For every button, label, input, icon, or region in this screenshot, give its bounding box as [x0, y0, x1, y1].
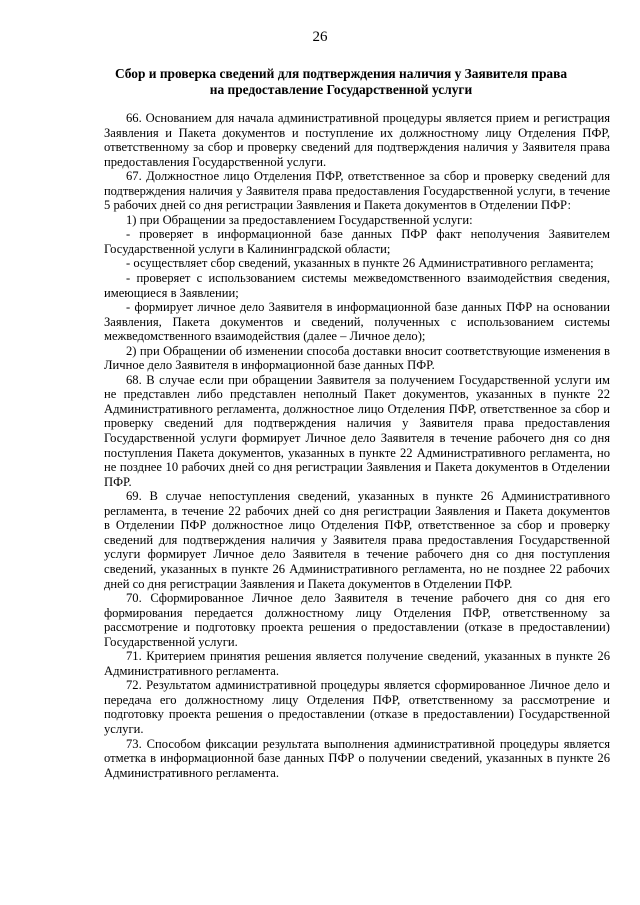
paragraph-line: проверку сведений для подтверждения наличия у Заявителя права предоставления — [104, 416, 610, 431]
page-number: 26 — [312, 29, 328, 45]
paragraph-line: имеющиеся в Заявлении; — [104, 285, 239, 300]
section-heading-line-2: на предоставление Государственной услуги — [209, 81, 473, 97]
paragraph — [104, 300, 610, 344]
paragraph-line: Государственной услуги формирует Личное дело Заявителя в течение рабочего дня со дня — [104, 431, 610, 446]
paragraph-line: 2) при Обращении об изменении способа доставки вносит соответствующие изменения в — [126, 343, 610, 358]
paragraph-line: 70. Сформированное Личное дело Заявителя в течение рабочего дня со дня его — [126, 591, 610, 606]
paragraph-line: 1) при Обращении за предоставлением Государственной услуги: — [126, 212, 473, 227]
paragraph-line: ответственному за сбор и проверку сведений для подтверждения наличия у Заявителя права — [104, 140, 610, 155]
paragraph-line: ПФР. — [104, 474, 132, 489]
paragraph-line: 69. В случае непоступления сведений, указанных в пункте 26 Административного — [126, 489, 610, 504]
paragraph-line: Административного регламента, должностное лицо Отделения ПФР, ответственное за сбор и — [104, 401, 610, 416]
paragraph-line: 73. Способом фиксации результата выполнения административной процедуры является — [126, 736, 610, 751]
paragraph — [104, 271, 610, 300]
paragraph-line: 68. В случае если при обращении Заявителя за получением Государственной услуги им — [126, 372, 610, 387]
paragraph — [104, 344, 610, 373]
paragraph — [104, 373, 610, 489]
paragraph-line: не позднее 10 рабочих дней со дня регистрации Заявления и Пакета документов в Отделении — [104, 460, 610, 475]
paragraph-line: дней со дня регистрации Заявления и Пакета документов в Отделении ПФР. — [104, 576, 513, 591]
paragraph-line: не представлен либо представлен неполный Пакет документов, указанных в пункте 22 — [104, 387, 610, 402]
paragraph — [104, 213, 610, 228]
paragraph-line: рассмотрение и подготовку проекта решения о предоставлении (отказе в предоставлении) — [104, 620, 610, 635]
paragraph-line: Государственной услуги в Калининградской области; — [104, 241, 391, 256]
paragraph — [104, 591, 610, 649]
paragraph-line: 72. Результатом административной процедуры является сформированное Личное дело и — [126, 678, 610, 693]
paragraph-line: услуги формирует Личное дело Заявителя в течение рабочего дня со дня поступления — [104, 547, 610, 562]
paragraph-line: регламента, в течение 22 рабочих дней со дня регистрации Заявления и Пакета документов — [104, 503, 610, 518]
paragraph-line: межведомственного взаимодействия (далее – Личное дело); — [104, 329, 426, 344]
paragraph-line: - осуществляет сбор сведений, указанных в пункте 26 Административного регламента; — [126, 256, 594, 271]
paragraph — [104, 649, 610, 678]
paragraph-line: 5 рабочих дней со дня регистрации Заявления и Пакета документов в Отделении ПФР: — [104, 198, 571, 213]
paragraph-line: предоставления Государственной услуги. — [104, 154, 327, 169]
paragraph-line: Государственной услуги. — [104, 634, 238, 649]
paragraph — [104, 678, 610, 736]
paragraph-line: - формирует личное дело Заявителя в информационной базе данных ПФР на основании — [126, 300, 610, 315]
paragraph — [104, 111, 610, 169]
section-heading-line-1: Сбор и проверка сведений для подтверждения наличия у Заявителя права — [114, 66, 568, 81]
paragraph-line: подготовку проекта решения о предоставлении (отказе в предоставлении) Государственной — [104, 707, 610, 722]
paragraph — [104, 737, 610, 781]
paragraph-line: сведений для подтверждения наличия у Заявителя права предоставления Государственной — [104, 532, 610, 547]
paragraph — [104, 489, 610, 591]
paragraph — [104, 256, 610, 271]
paragraph-line: поступления Пакета документов, указанных в пункте 22 Административного регламента, но — [104, 445, 610, 460]
paragraph-line: услуги. — [104, 721, 144, 736]
paragraph-line: подтверждения наличия у Заявителя права предоставления Государственной услуги, в течение — [104, 183, 610, 198]
body-text — [104, 111, 610, 780]
paragraph-line: Заявления, Пакета документов и сведений, полученных с использованием системы — [104, 314, 610, 329]
paragraph-line: 67. Должностное лицо Отделения ПФР, ответственное за сбор и проверку сведений для — [126, 169, 610, 184]
paragraph-line: в Отделении ПФР должностное лицо Отделения ПФР, ответственное за сбор и проверку — [104, 518, 610, 533]
paragraph-line: отметка в информационной базе данных ПФР о получении сведений, указанных в пункте 26 — [104, 751, 610, 766]
paragraph — [104, 169, 610, 213]
paragraph-line: формирования передается должностному лицу Отделения ПФР, ответственному за — [104, 605, 610, 620]
paragraph-line: 66. Основанием для начала административной процедуры является прием и регистрация — [126, 111, 610, 125]
paragraph — [104, 227, 610, 256]
section-heading — [104, 66, 578, 97]
paragraph-line: Заявления и Пакета документов и поступление их должностному лицу Отделения ПФР, — [104, 125, 610, 140]
paragraph-line: Личное дело Заявителя в информационной базе данных ПФР. — [104, 358, 435, 373]
paragraph-line: Административного регламента. — [104, 765, 280, 780]
paragraph-line: 71. Критерием принятия решения является получение сведений, указанных в пункте 26 — [126, 649, 610, 664]
paragraph-line: - проверяет в информационной базе данных ПФР факт неполучения Заявителем — [126, 227, 610, 242]
paragraph-line: передача его должностному лицу Отделения ПФР, ответственному за рассмотрение и — [104, 692, 610, 707]
paragraph-line: Административного регламента. — [104, 663, 280, 678]
paragraph-line: - проверяет с использованием системы межведомственного взаимодействия сведения, — [126, 271, 610, 286]
paragraph-line: сведений, указанных в пункте 26 Административного регламента, но не позднее 22 рабочих — [104, 561, 610, 576]
